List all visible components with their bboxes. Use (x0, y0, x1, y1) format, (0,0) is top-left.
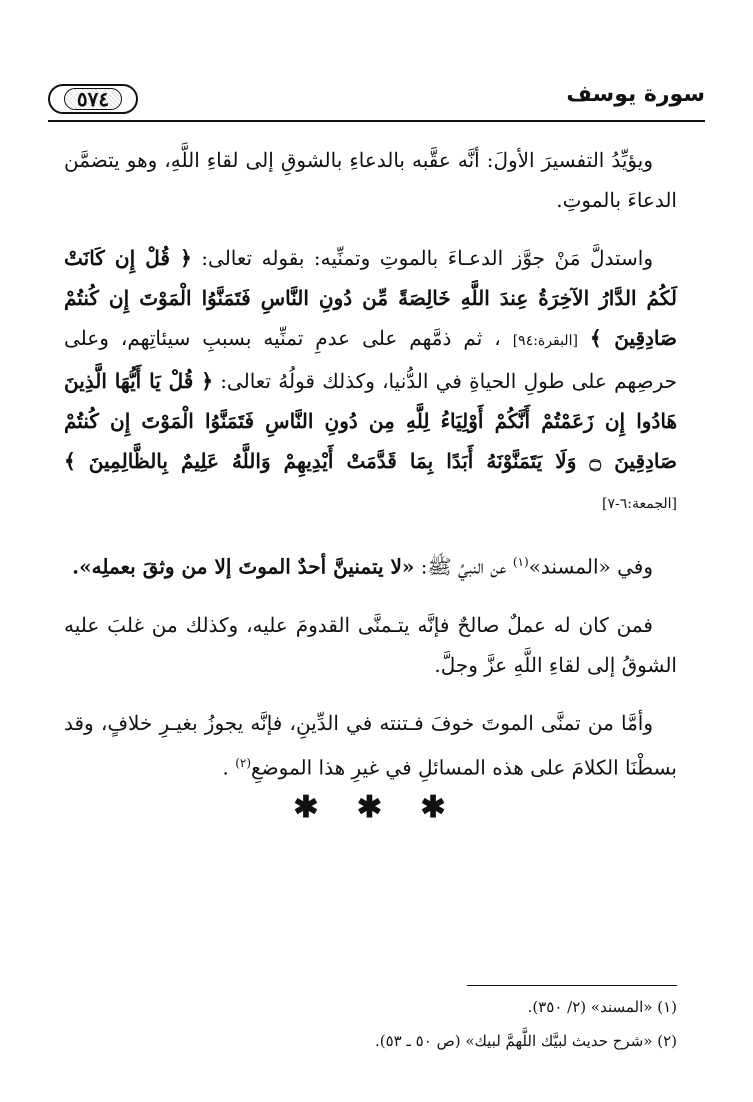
quran-verse-jumuah: ﴿ قُلْ يَا أَيُّهَا الَّذِينَ هَادُوا إِن زَعَمْتُمْ أَنَّكُمْ أَوْلِيَاءُ لِلَّهِ مِن دُونِ النَّاسِ فَتَمَنَّوُا الْمَوْتَ إِن كُنتُمْ صَادِقِينَ ۝ وَلَا يَتَمَنَّوْنَهُ أَبَدًا بِمَا قَدَّمَتْ أَيْدِيهِمْ وَاللَّهُ عَلِيمٌ بِالظَّالِمِينَ ﴾ (64, 369, 677, 473)
paragraph-2 (64, 238, 677, 524)
paragraph-5 (64, 703, 677, 788)
page-number-badge (48, 84, 138, 114)
paragraph-2-middle: ، ثم ذمَّهم على عدمِ تمنِّيه بسببِ سيئاتِهم، وعلى حرصِهم على طولِ الحياةِ في الدُّنيا، وكذلك قولُهُ تعالى: (64, 326, 678, 393)
footnote-divider (467, 985, 677, 986)
paragraph-1: ويؤيِّدُ التفسيرَ الأولَ: أنَّه عقَّبه بالدعاءِ بالشوقِ إلى لقاءِ اللَّهِ، وهو يتضمَّن الدعاءَ بالموتِ. (64, 148, 677, 212)
footnotes (200, 990, 677, 1058)
paragraph-3-intro: وفي «المسند» (528, 554, 653, 579)
paragraph-5-end: . (222, 755, 236, 780)
header-divider (48, 120, 705, 122)
footnote-1: (١) «المسند» (٢/ ٣٥٠). (527, 998, 677, 1016)
paragraph-3 (64, 542, 677, 587)
page-header (48, 78, 705, 122)
main-text (64, 140, 677, 805)
paragraph-2-intro: واستدلَّ مَنْ جوَّز الدعـاءَ بالموتِ وتمنِّيه: بقوله تعالى: (201, 246, 653, 270)
footnote-2: (٢) «شرح حديث لبيَّك اللَّهمَّ لبيك» (ص ٥٠ ـ ٥٣). (374, 1032, 677, 1050)
paragraph-5-text: وأمَّا من تمنَّى الموتَ خوفَ فـتنته في الدِّينِ، فإنَّه يجوزُ بغيـرِ خلافٍ، وقد بسطْنَا الكلامَ على هذه المسائلِ في غيرِ هذا الموضعِ (64, 710, 677, 780)
paragraph-4: فمن كان له عملٌ صالحٌ فإنَّه يتـمنَّى القدومَ عليه، وكذلك من غلبَ عليه الشوقُ إلى لقاءِ اللَّهِ عزَّ وجلَّ. (64, 612, 677, 677)
footnote-marker-1: (١) (512, 555, 529, 569)
verse-reference-jumuah: [الجمعة:٦-٧] (602, 496, 677, 512)
verse-reference-baqarah: [البقرة:٩٤] (512, 333, 578, 349)
section-separator-stars: ✱ ✱ ✱ (293, 790, 460, 825)
footnote-marker-2: (٢) (235, 755, 252, 770)
hadith-text: «لا يتمنينَّ أحدٌ الموتَ إلا من وثقَ بعملِه». (72, 554, 415, 579)
surah-title: سورة يوسف (566, 82, 705, 107)
page-number: ٥٧٤ (64, 88, 122, 110)
quran-verse-baqarah: ﴿ قُلْ إِن كَانَتْ لَكُمُ الدَّارُ الآخِرَةُ عِندَ اللَّهِ خَالِصَةً مِّن دُونِ النَّاسِ فَتَمَنَّوُا الْمَوْتَ إِن كُنتُمْ صَادِقِينَ ﴾ (64, 246, 678, 350)
paragraph-3-source: عن النبيِّ ﷺ: (420, 554, 513, 579)
